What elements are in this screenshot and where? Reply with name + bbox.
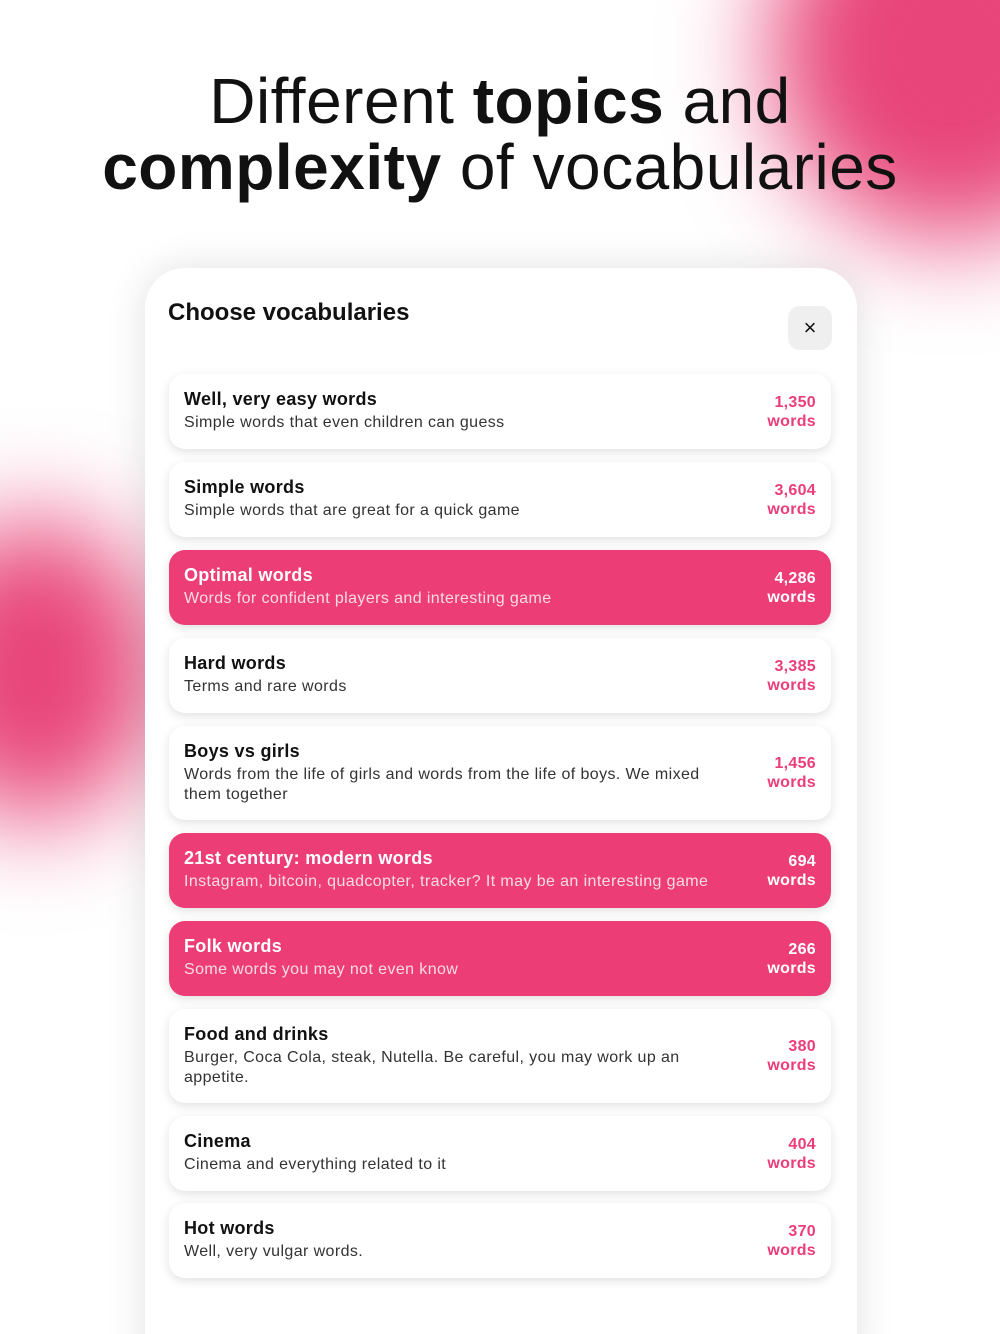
- vocabulary-title: Folk words: [184, 936, 283, 956]
- close-button[interactable]: [788, 306, 832, 350]
- vocabulary-description: Words for confident players and interesting game: [184, 590, 552, 607]
- vocabulary-description: Some words you may not even know: [184, 961, 459, 978]
- vocabulary-title: Food and drinks: [184, 1024, 329, 1044]
- vocabulary-word-count: 370 words: [767, 1222, 816, 1259]
- vocabulary-description: Burger, Coca Cola, steak, Nutella. Be careful, you may work up an appetite.: [184, 1049, 680, 1086]
- vocabulary-description: Cinema and everything related to it: [184, 1156, 447, 1173]
- vocabulary-description: Simple words that even children can guess: [184, 414, 505, 431]
- vocabulary-word-count: 404 words: [767, 1135, 816, 1172]
- vocabulary-word-count: 380 words: [767, 1038, 816, 1074]
- vocabulary-item-very-easy[interactable]: [169, 374, 831, 449]
- headline-line-2: complexity of vocabularies: [102, 131, 898, 203]
- vocabulary-title: 21st century: modern words: [184, 848, 433, 868]
- panel-title: Choose vocabularies: [168, 299, 410, 326]
- vocabulary-title: Well, very easy words: [184, 389, 378, 409]
- vocabulary-item-21st-century[interactable]: [169, 833, 831, 908]
- vocabulary-description: Well, very vulgar words.: [184, 1243, 364, 1260]
- vocabulary-description: Simple words that are great for a quick game: [184, 502, 520, 519]
- vocabulary-word-count: 694 words: [767, 852, 816, 889]
- vocabulary-title: Optimal words: [184, 565, 313, 585]
- vocabulary-word-count: 1,456 words: [767, 755, 816, 791]
- vocabulary-title: Simple words: [184, 477, 305, 497]
- vocabulary-item-food-and-drinks[interactable]: [169, 1009, 831, 1103]
- vocabulary-item-cinema[interactable]: [169, 1116, 831, 1191]
- close-icon: ×: [803, 315, 817, 340]
- headline-line-1: Different topics and: [209, 65, 791, 137]
- vocabulary-title: Hard words: [184, 653, 287, 673]
- vocabulary-item-simple[interactable]: [169, 462, 831, 537]
- vocabulary-word-count: 3,385 words: [767, 657, 816, 694]
- vocabulary-item-optimal[interactable]: [169, 550, 831, 625]
- vocabulary-word-count: 1,350 words: [767, 393, 816, 430]
- decorative-pink-blob-left: [0, 520, 160, 820]
- vocabulary-word-count: 4,286 words: [767, 569, 816, 606]
- vocabulary-title: Hot words: [184, 1218, 275, 1238]
- vocabulary-description: Terms and rare words: [184, 678, 347, 695]
- promo-headline: [0, 65, 1000, 203]
- vocabulary-word-count: 266 words: [767, 940, 816, 977]
- vocabulary-word-count: 3,604 words: [767, 481, 816, 518]
- vocabulary-title: Boys vs girls: [184, 741, 300, 761]
- vocabulary-title: Cinema: [184, 1131, 251, 1151]
- vocabulary-chooser-panel: [145, 268, 857, 1334]
- vocabulary-item-boys-vs-girls[interactable]: [169, 726, 831, 820]
- vocabulary-description: Words from the life of girls and words from the life of boys. We mixed them together: [184, 766, 700, 803]
- vocabulary-item-hard[interactable]: [169, 638, 831, 713]
- vocabulary-item-folk[interactable]: [169, 921, 831, 996]
- vocabulary-description: Instagram, bitcoin, quadcopter, tracker? It may be an interesting game: [184, 873, 709, 890]
- vocabulary-item-hot[interactable]: [169, 1203, 831, 1278]
